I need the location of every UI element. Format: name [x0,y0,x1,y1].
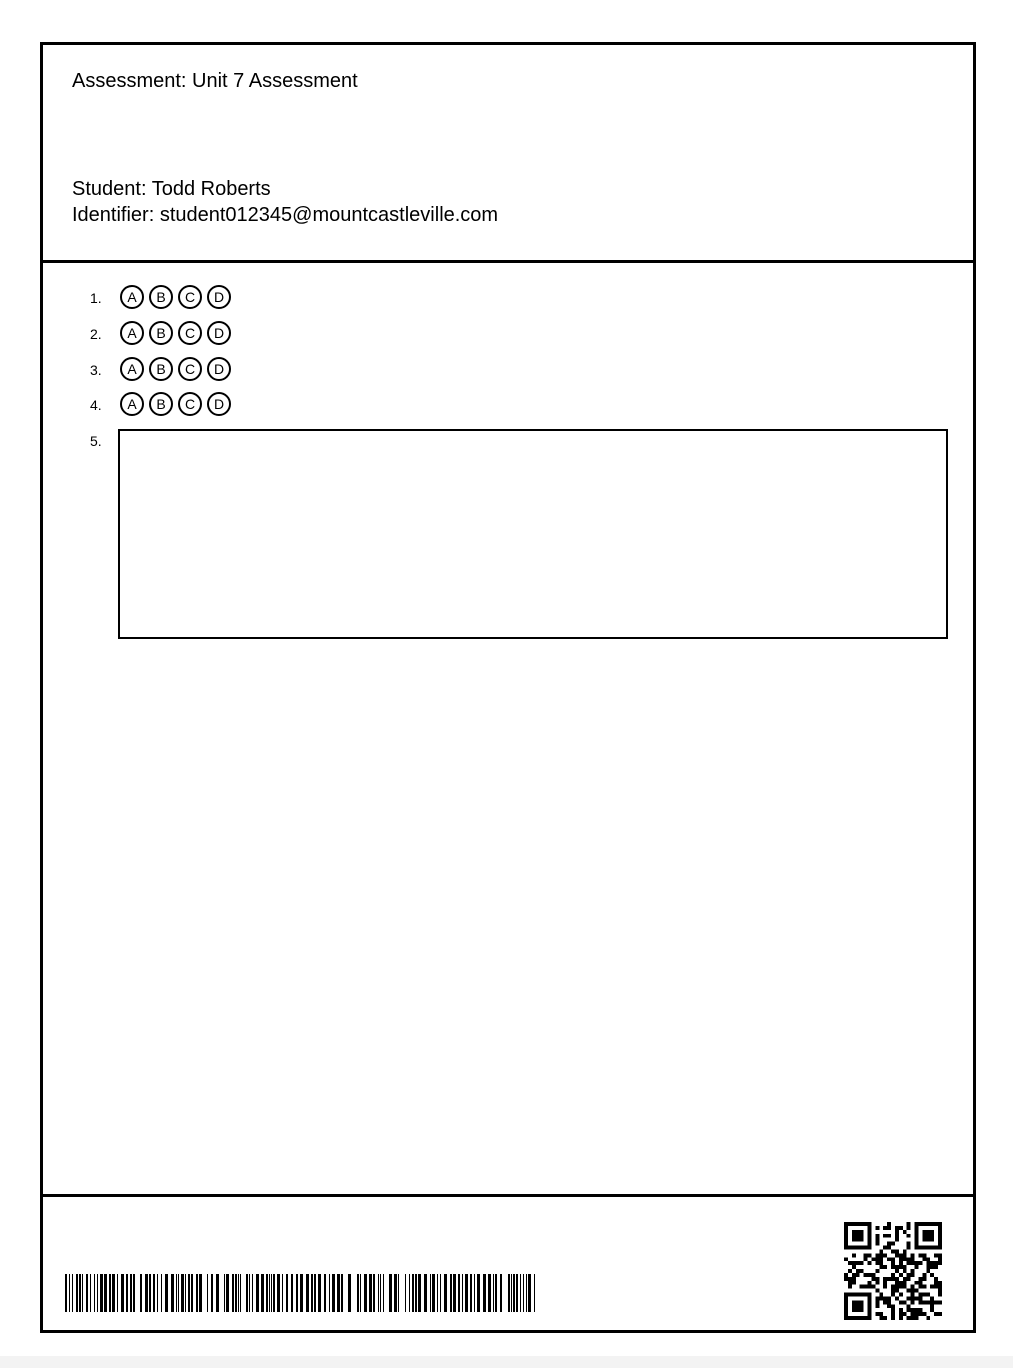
bubble-a[interactable]: A [120,392,144,416]
question-number: 4. [90,397,102,413]
question-row [43,319,973,349]
bubble-b[interactable]: B [149,357,173,381]
question-row [43,355,973,385]
question-number: 5. [90,433,102,449]
question-number: 1. [90,290,102,306]
bubble-b[interactable]: B [149,321,173,345]
answer-bubbles [120,357,231,381]
bubble-d[interactable]: D [207,285,231,309]
answer-bubbles [120,321,231,345]
answer-bubbles [120,285,231,309]
question-number: 3. [90,362,102,378]
bubble-b[interactable]: B [149,392,173,416]
bubble-b[interactable]: B [149,285,173,309]
qr-code [844,1222,942,1320]
sheet-header [43,45,973,263]
bubble-d[interactable]: D [207,357,231,381]
question-number: 2. [90,326,102,342]
question-row [43,390,973,420]
answer-bubbles [120,392,231,416]
free-response-box[interactable] [118,429,948,639]
bubble-c[interactable]: C [178,392,202,416]
answer-sheet [40,42,976,1333]
bubble-a[interactable]: A [120,357,144,381]
bubble-d[interactable]: D [207,321,231,345]
bubble-c[interactable]: C [178,321,202,345]
barcode [65,1274,537,1312]
bubble-c[interactable]: C [178,285,202,309]
bubble-d[interactable]: D [207,392,231,416]
sheet-footer [43,1194,973,1333]
bubble-a[interactable]: A [120,321,144,345]
bubble-c[interactable]: C [178,357,202,381]
bubble-a[interactable]: A [120,285,144,309]
page-bottom-edge [0,1356,1013,1368]
student-identifier: Identifier: student012345@mountcastleville.com [72,204,499,226]
assessment-title: Assessment: Unit 7 Assessment [72,70,358,92]
question-row [43,283,973,313]
questions-area [43,263,973,1193]
student-name: Student: Todd Roberts [72,178,271,200]
